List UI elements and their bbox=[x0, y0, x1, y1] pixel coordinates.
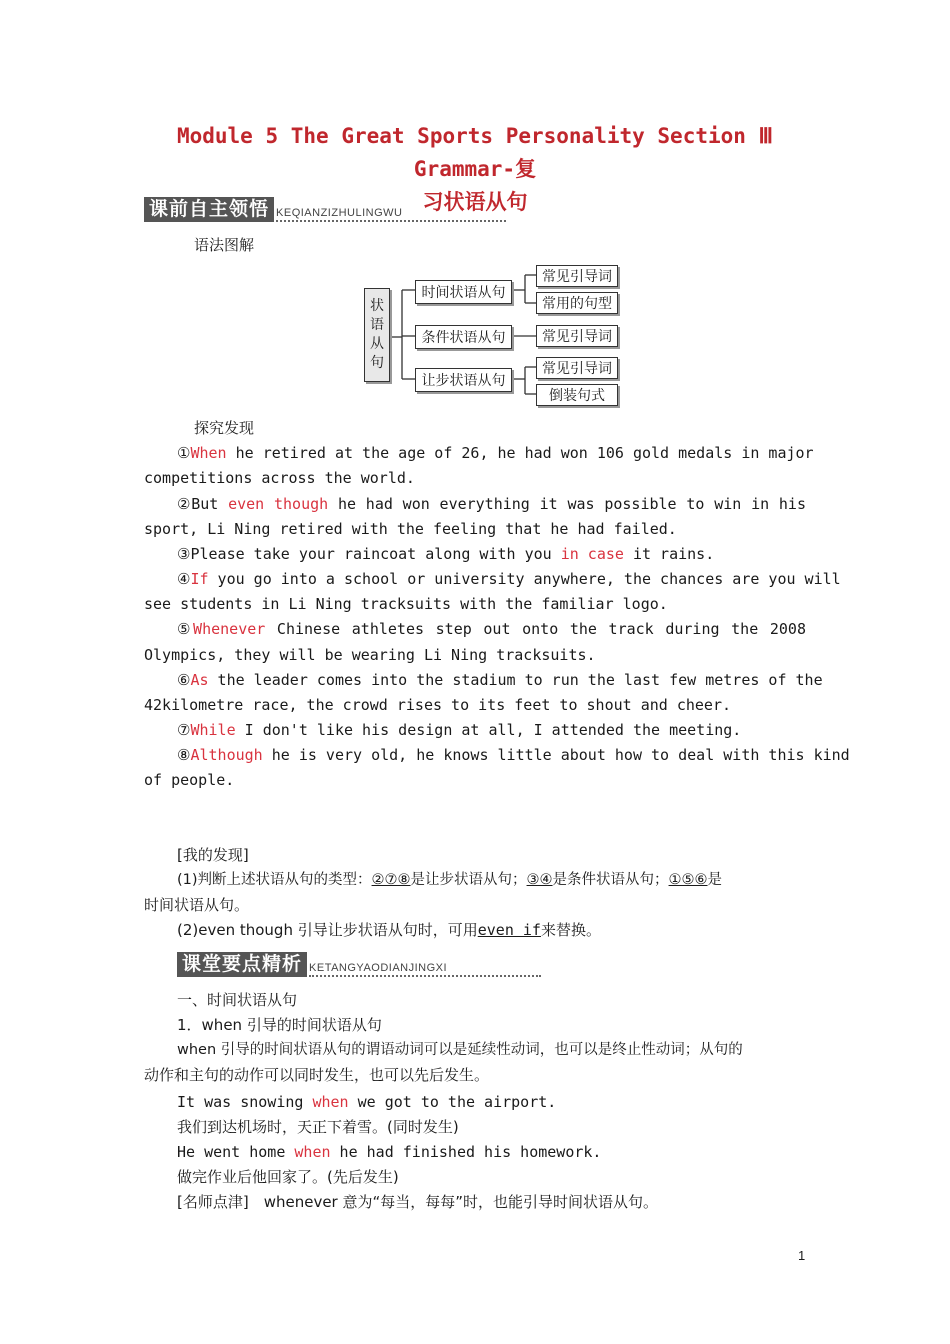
sentence-8: ⑧Although he is very old, he knows little about how to deal with this kind bbox=[177, 746, 850, 764]
banner-pinyin: KETANGYAODIANJINGXI bbox=[309, 962, 541, 977]
section-paragraph: when 引导的时间状语从句的谓语动词可以是延续性动词，也可以是终止性动词；从句的 bbox=[177, 1042, 743, 1058]
teacher-tip: [名师点津] whenever 意为“每当，每每”时，也能引导时间状语从句。 bbox=[177, 1193, 659, 1211]
keyword: when bbox=[312, 1093, 349, 1111]
diagram-leaf: 倒装句式 bbox=[536, 384, 618, 406]
answer-blank: ③④ bbox=[526, 872, 553, 888]
banner-pinyin: KEQIANZIZHULINGWU bbox=[276, 207, 506, 222]
section-heading-1: 一、时间状语从句 bbox=[177, 991, 298, 1009]
keyword: While bbox=[190, 721, 236, 739]
sentence-2-cont: sport, Li Ning retired with the feeling that he had failed. bbox=[144, 520, 677, 538]
answer-blank: even if bbox=[477, 921, 541, 939]
example-2-translation: 做完作业后他回家了。(先后发生) bbox=[177, 1168, 399, 1186]
sentence-6: ⑥As the leader comes into the stadium to run the last few metres of the bbox=[177, 671, 823, 689]
example-1: It was snowing when we got to the airport. bbox=[177, 1093, 557, 1111]
diagram-branch-time: 时间状语从句 bbox=[415, 280, 512, 304]
section-heading-2: 1．when 引导的时间状语从句 bbox=[177, 1016, 382, 1034]
keyword: when bbox=[294, 1143, 331, 1161]
diagram-heading: 语法图解 bbox=[194, 236, 255, 254]
sentence-6-cont: 42kilometre race, the crowd rises to its feet to shout and cheer. bbox=[144, 696, 731, 714]
sentence-8-cont: of people. bbox=[144, 771, 235, 789]
diagram-branch-concession: 让步状语从句 bbox=[415, 368, 512, 392]
answer-blank: ①⑤⑥ bbox=[668, 872, 708, 888]
section-banner-class bbox=[177, 951, 541, 977]
sentence-2: ②But even though he had won everything it was possible to win in his bbox=[177, 495, 806, 513]
keyword: Although bbox=[190, 746, 263, 764]
example-1-translation: 我们到达机场时，天正下着雪。(同时发生) bbox=[177, 1118, 459, 1136]
sentence-1: ①When he retired at the age of 26, he had won 106 gold medals in major bbox=[177, 444, 814, 462]
keyword: When bbox=[190, 444, 227, 462]
banner-badge: 课堂要点精析 bbox=[177, 952, 307, 977]
explore-heading: 探究发现 bbox=[194, 419, 255, 437]
example-2: He went home when he had finished his homework. bbox=[177, 1143, 602, 1161]
keyword: If bbox=[190, 570, 209, 588]
sentence-4: ④If you go into a school or university anywhere, the chances are you will bbox=[177, 570, 841, 588]
sentence-1-cont: competitions across the world. bbox=[144, 469, 415, 487]
keyword: in case bbox=[560, 545, 624, 563]
finding-paragraph-1-cont: 时间状语从句。 bbox=[144, 896, 250, 914]
root-char: 语 bbox=[370, 317, 384, 333]
diagram-root-box bbox=[364, 288, 390, 382]
page-number: 1 bbox=[798, 1248, 806, 1263]
finding-paragraph-1: (1)判断上述状语从句的类型：②⑦⑧是让步状语从句；③④是条件状语从句；①⑤⑥是 bbox=[177, 872, 723, 888]
banner-badge: 课前自主领悟 bbox=[144, 197, 274, 222]
section-banner-preview bbox=[144, 196, 506, 222]
diagram-leaf: 常见引导词 bbox=[536, 325, 618, 347]
finding-paragraph-2: (2)even though 引导让步状语从句时，可用even if来替换。 bbox=[177, 921, 601, 939]
sentence-5-cont: Olympics, they will be wearing Li Ning tracksuits. bbox=[144, 646, 596, 664]
root-char: 从 bbox=[370, 336, 384, 352]
answer-blank: ②⑦⑧ bbox=[371, 872, 411, 888]
root-char: 状 bbox=[370, 298, 384, 314]
root-char: 句 bbox=[370, 355, 384, 371]
title-line-2: 习状语从句 bbox=[422, 190, 528, 214]
sentence-4-cont: see students in Li Ning tracksuits with the familiar logo. bbox=[144, 595, 668, 613]
finding-heading: [我的发现] bbox=[177, 846, 249, 864]
keyword: even though bbox=[228, 495, 329, 513]
section-paragraph-cont: 动作和主句的动作可以同时发生，也可以先后发生。 bbox=[144, 1066, 490, 1084]
title-line-1: Module 5 The Great Sports Personality Section Ⅲ Grammar-复 bbox=[176, 124, 774, 181]
sentence-7: ⑦While I don't like his design at all, I attended the meeting. bbox=[177, 721, 742, 739]
diagram-leaf: 常见引导词 bbox=[536, 265, 618, 287]
diagram-branch-condition: 条件状语从句 bbox=[415, 325, 512, 349]
sentence-5: ⑤Whenever Chinese athletes step out onto the track during the 2008 bbox=[177, 620, 806, 638]
sentence-3: ③Please take your raincoat along with you in case it rains. bbox=[177, 545, 715, 563]
keyword: As bbox=[190, 671, 209, 689]
diagram-leaf: 常见引导词 bbox=[536, 357, 618, 379]
diagram-leaf: 常用的句型 bbox=[536, 292, 618, 314]
keyword: Whenever bbox=[193, 620, 266, 638]
